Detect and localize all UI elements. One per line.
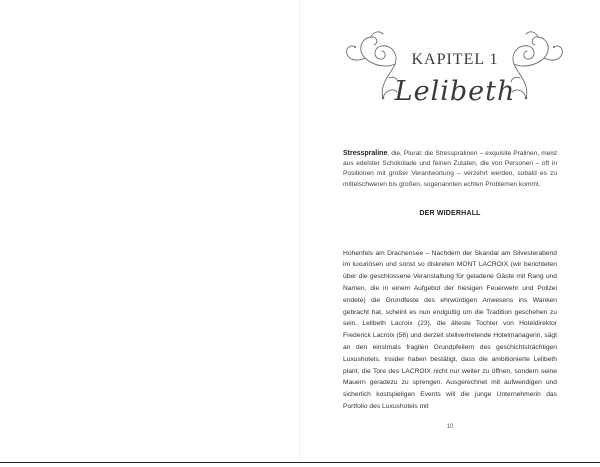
page-number: 10	[446, 424, 454, 430]
dictionary-definition	[343, 149, 557, 191]
definition-text: , die, Plural: die Stresspralinen – exquisite Pralinen, meist aus edelster Schokolade und feinen Zutaten, die von Personen – oft in Positionen mit großer Verantwortung – verzehrt werden, sobald es zu mittelschweren bis großen, sogenannten echten Problemen kommt.	[343, 149, 557, 188]
body-paragraph: Hohenfels am Drachensee – Nachdem der Skandal am Silvesterabend im luxuriösen und sonst so diskreten MONT LACROIX (wir berichteten über die geschlossene Veranstaltung für geladene Gäste mit Rang und Namen, die in einem Aufgebot der hiesigen Feuerwehr und Polizei endete) die Grundfeste des ehrwürdigen Anwesens ins Wanken gebracht hat, scheint es nun endgültig um die Tradition geschehen zu sein. Lelibeth Lacroix (23), die älteste Tochter von Hoteldirektor Frederick Lacroix (56) und derzeit stellvertretende Hotelmanagerin, sägt an den einstmals fragilen Grundpfeilern des geschichtsträchtigen Luxushotels. Insider haben bestätigt, dass die ambitionierte Lelibeth plant, die Tore des LACROIX nicht nur weiter zu öffnen, sondern seine Mauern geradezu zu sprengen. Ausgerechnet mit aufwendigen und sicherlich kostspieligen Events will die junge Unternehmerin das Portfolio des Luxushotels mit	[343, 249, 557, 411]
chapter-label: KAPITEL 1	[411, 51, 499, 68]
definition-lemma: Stresspraline	[343, 149, 388, 157]
section-heading: DER WIDERHALL	[419, 210, 481, 217]
bottom-rule	[0, 462, 600, 463]
chapter-name: Lelibeth	[394, 76, 516, 107]
